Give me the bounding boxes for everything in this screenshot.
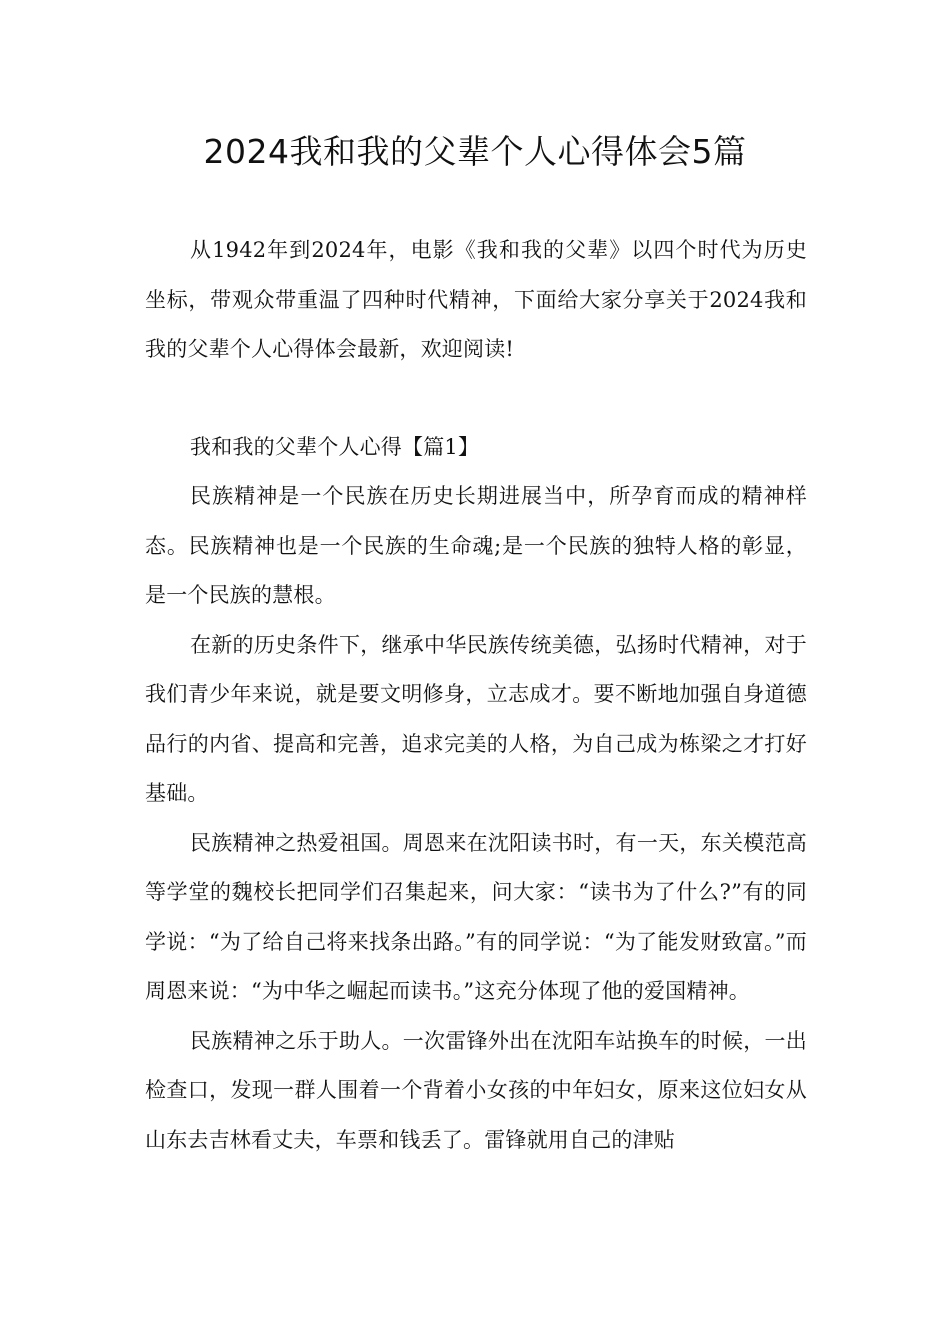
paragraph-spacer: [145, 375, 807, 423]
body-paragraph: 民族精神是一个民族在历史长期进展当中，所孕育而成的精神样态。民族精神也是一个民族的生命魂;是一个民族的独特人格的彰显，是一个民族的慧根。: [145, 484, 807, 607]
intro-paragraph: 从1942年到2024年，电影《我和我的父辈》以四个时代为历史坐标，带观众带重温了四种时代精神，下面给大家分享关于2024我和我的父辈个人心得体会最新，欢迎阅读!: [145, 238, 807, 361]
body-paragraph: 民族精神之乐于助人。一次雷锋外出在沈阳车站换车的时候，一出检查口，发现一群人围着一个背着小女孩的中年妇女，原来这位妇女从山东去吉林看丈夫，车票和钱丢了。雷锋就用自己的津贴: [145, 1028, 807, 1152]
section-heading: 我和我的父辈个人心得【篇1】: [190, 434, 480, 459]
document-body: [145, 226, 807, 1165]
body-paragraph: 在新的历史条件下，继承中华民族传统美德，弘扬时代精神，对于我们青少年来说，就是要文明修身，立志成才。要不断地加强自身道德品行的内省、提高和完善，追求完美的人格，为自己成为栋梁之才打好基础。: [145, 632, 807, 805]
body-paragraph: 民族精神之热爱祖国。周恩来在沈阳读书时，有一天，东关模范高等学堂的魏校长把同学们召集起来，问大家：“读书为了什么?”有的同学说：“为了给自己将来找条出路。”有的同学说：“为了能发财致富。”而周恩来说：“为中华之崛起而读书。”这充分体现了他的爱国精神。: [145, 830, 807, 1003]
document-title: 2024我和我的父辈个人心得体会5篇: [203, 132, 747, 171]
